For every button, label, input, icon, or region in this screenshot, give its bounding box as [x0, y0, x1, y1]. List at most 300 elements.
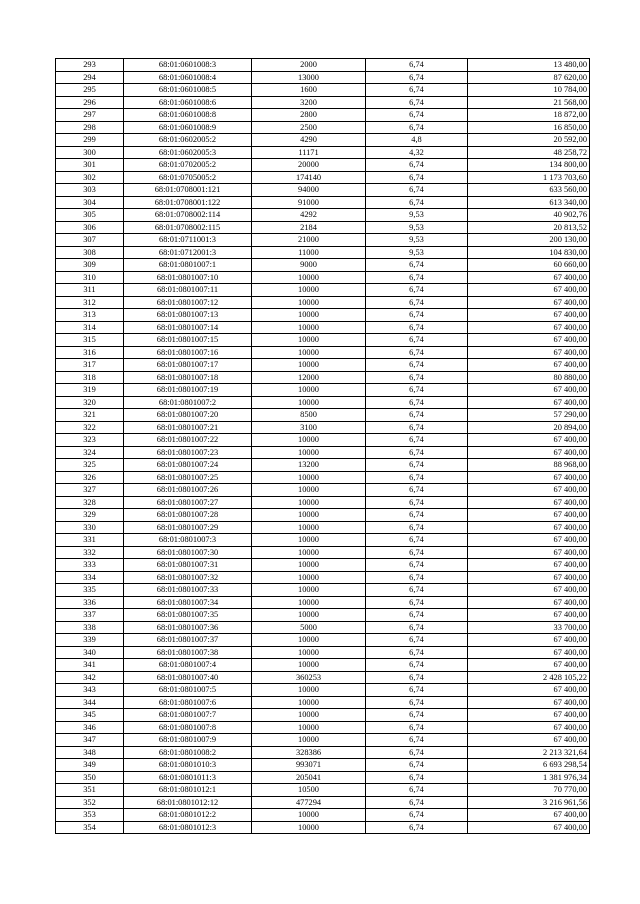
row-number-cell: 301: [56, 159, 124, 172]
row-number-cell: 338: [56, 621, 124, 634]
cadastral-number-cell: 68:01:0801007:21: [124, 421, 252, 434]
area-cell: 10000: [252, 321, 366, 334]
table-row: [56, 209, 590, 222]
row-number-cell: 310: [56, 271, 124, 284]
row-number-cell: 350: [56, 771, 124, 784]
table-row: [56, 671, 590, 684]
cadastral-number-cell: 68:01:0801007:20: [124, 409, 252, 422]
row-number-cell: 327: [56, 484, 124, 497]
cadastral-number-cell: 68:01:0602005:2: [124, 134, 252, 147]
area-cell: 10000: [252, 634, 366, 647]
rate-cell: 6,74: [366, 259, 468, 272]
rate-cell: 6,74: [366, 284, 468, 297]
table-row: [56, 584, 590, 597]
table-row: [56, 259, 590, 272]
cadastral-number-cell: 68:01:0801007:11: [124, 284, 252, 297]
row-number-cell: 316: [56, 346, 124, 359]
row-number-cell: 344: [56, 696, 124, 709]
table-row: [56, 421, 590, 434]
amount-cell: 20 894,00: [468, 421, 590, 434]
amount-cell: 67 400,00: [468, 346, 590, 359]
area-cell: 10000: [252, 296, 366, 309]
rate-cell: 6,74: [366, 759, 468, 772]
rate-cell: 6,74: [366, 71, 468, 84]
rate-cell: 6,74: [366, 546, 468, 559]
table-row: [56, 371, 590, 384]
amount-cell: 67 400,00: [468, 271, 590, 284]
row-number-cell: 300: [56, 146, 124, 159]
row-number-cell: 299: [56, 134, 124, 147]
cadastral-number-cell: 68:01:0601008:8: [124, 109, 252, 122]
amount-cell: 67 400,00: [468, 809, 590, 822]
amount-cell: 67 400,00: [468, 659, 590, 672]
rate-cell: 6,74: [366, 296, 468, 309]
rate-cell: 6,74: [366, 609, 468, 622]
area-cell: 10000: [252, 809, 366, 822]
row-number-cell: 329: [56, 509, 124, 522]
table-row: [56, 334, 590, 347]
row-number-cell: 294: [56, 71, 124, 84]
table-row: [56, 159, 590, 172]
area-cell: 477294: [252, 796, 366, 809]
rate-cell: 6,74: [366, 534, 468, 547]
cadastral-number-cell: 68:01:0801007:31: [124, 559, 252, 572]
amount-cell: 67 400,00: [468, 446, 590, 459]
amount-cell: 67 400,00: [468, 334, 590, 347]
row-number-cell: 302: [56, 171, 124, 184]
cadastral-number-cell: 68:01:0702005:2: [124, 159, 252, 172]
area-cell: 10000: [252, 271, 366, 284]
amount-cell: 67 400,00: [468, 309, 590, 322]
row-number-cell: 293: [56, 59, 124, 72]
amount-cell: 16 850,00: [468, 121, 590, 134]
area-cell: 10000: [252, 359, 366, 372]
area-cell: 10000: [252, 384, 366, 397]
cadastral-number-cell: 68:01:0801007:30: [124, 546, 252, 559]
cadastral-number-cell: 68:01:0801007:24: [124, 459, 252, 472]
area-cell: 1600: [252, 84, 366, 97]
cadastral-number-cell: 68:01:0801007:4: [124, 659, 252, 672]
rate-cell: 6,74: [366, 771, 468, 784]
amount-cell: 67 400,00: [468, 721, 590, 734]
row-number-cell: 351: [56, 784, 124, 797]
row-number-cell: 319: [56, 384, 124, 397]
area-cell: 328386: [252, 746, 366, 759]
amount-cell: 70 770,00: [468, 784, 590, 797]
rate-cell: 6,74: [366, 159, 468, 172]
table-row: [56, 171, 590, 184]
cadastral-number-cell: 68:01:0801007:19: [124, 384, 252, 397]
amount-cell: 40 902,76: [468, 209, 590, 222]
cadastral-number-cell: 68:01:0801007:10: [124, 271, 252, 284]
amount-cell: 104 830,00: [468, 246, 590, 259]
cadastral-number-cell: 68:01:0801007:38: [124, 646, 252, 659]
row-number-cell: 326: [56, 471, 124, 484]
amount-cell: 67 400,00: [468, 609, 590, 622]
rate-cell: 6,74: [366, 809, 468, 822]
area-cell: 10000: [252, 346, 366, 359]
amount-cell: 67 400,00: [468, 596, 590, 609]
cadastral-number-cell: 68:01:0801007:1: [124, 259, 252, 272]
table-row: [56, 646, 590, 659]
area-cell: 91000: [252, 196, 366, 209]
row-number-cell: 317: [56, 359, 124, 372]
rate-cell: 6,74: [366, 484, 468, 497]
area-cell: 2500: [252, 121, 366, 134]
cadastral-number-cell: 68:01:0801007:33: [124, 584, 252, 597]
area-cell: 10000: [252, 659, 366, 672]
table-row: [56, 709, 590, 722]
area-cell: 10000: [252, 309, 366, 322]
row-number-cell: 325: [56, 459, 124, 472]
amount-cell: 200 130,00: [468, 234, 590, 247]
cadastral-number-cell: 68:01:0711001:3: [124, 234, 252, 247]
cadastral-number-cell: 68:01:0601008:4: [124, 71, 252, 84]
amount-cell: 67 400,00: [468, 684, 590, 697]
rate-cell: 6,74: [366, 634, 468, 647]
area-cell: 94000: [252, 184, 366, 197]
table-row: [56, 684, 590, 697]
area-cell: 11000: [252, 246, 366, 259]
area-cell: 10000: [252, 534, 366, 547]
table-row: [56, 721, 590, 734]
area-cell: 13200: [252, 459, 366, 472]
area-cell: 993071: [252, 759, 366, 772]
area-cell: 10000: [252, 396, 366, 409]
table-row: [56, 821, 590, 834]
rate-cell: 6,74: [366, 521, 468, 534]
table-row: [56, 234, 590, 247]
cadastral-number-cell: 68:01:0708001:122: [124, 196, 252, 209]
area-cell: 360253: [252, 671, 366, 684]
amount-cell: 80 880,00: [468, 371, 590, 384]
area-cell: 10000: [252, 484, 366, 497]
rate-cell: 6,74: [366, 721, 468, 734]
area-cell: 10000: [252, 434, 366, 447]
area-cell: 10000: [252, 646, 366, 659]
cadastral-number-cell: 68:01:0801007:16: [124, 346, 252, 359]
row-number-cell: 296: [56, 96, 124, 109]
rate-cell: 6,74: [366, 459, 468, 472]
cadastral-number-cell: 68:01:0801007:17: [124, 359, 252, 372]
area-cell: 10000: [252, 559, 366, 572]
table-row: [56, 309, 590, 322]
rate-cell: 6,74: [366, 796, 468, 809]
row-number-cell: 340: [56, 646, 124, 659]
cadastral-number-cell: 68:01:0601008:6: [124, 96, 252, 109]
rate-cell: 6,74: [366, 696, 468, 709]
cadastral-number-cell: 68:01:0801007:26: [124, 484, 252, 497]
row-number-cell: 346: [56, 721, 124, 734]
amount-cell: 48 258,72: [468, 146, 590, 159]
rate-cell: 6,74: [366, 621, 468, 634]
rate-cell: 9,53: [366, 221, 468, 234]
row-number-cell: 295: [56, 84, 124, 97]
row-number-cell: 307: [56, 234, 124, 247]
row-number-cell: 331: [56, 534, 124, 547]
cadastral-number-cell: 68:01:0801012:12: [124, 796, 252, 809]
rate-cell: 6,74: [366, 371, 468, 384]
table-row: [56, 446, 590, 459]
rate-cell: 6,74: [366, 334, 468, 347]
row-number-cell: 305: [56, 209, 124, 222]
table-row: [56, 659, 590, 672]
rate-cell: 6,74: [366, 271, 468, 284]
table-row: [56, 571, 590, 584]
rate-cell: 6,74: [366, 821, 468, 834]
cadastral-number-cell: 68:01:0801007:29: [124, 521, 252, 534]
area-cell: 10000: [252, 446, 366, 459]
row-number-cell: 298: [56, 121, 124, 134]
cadastral-number-cell: 68:01:0801007:8: [124, 721, 252, 734]
table-row: [56, 284, 590, 297]
amount-cell: 67 400,00: [468, 284, 590, 297]
table-row: [56, 621, 590, 634]
table-row: [56, 434, 590, 447]
cadastral-number-cell: 68:01:0801007:34: [124, 596, 252, 609]
rate-cell: 6,74: [366, 559, 468, 572]
row-number-cell: 322: [56, 421, 124, 434]
amount-cell: 67 400,00: [468, 709, 590, 722]
row-number-cell: 323: [56, 434, 124, 447]
land-parcels-table: [55, 58, 590, 834]
area-cell: 10000: [252, 609, 366, 622]
row-number-cell: 337: [56, 609, 124, 622]
cadastral-number-cell: 68:01:0708002:115: [124, 221, 252, 234]
rate-cell: 6,74: [366, 434, 468, 447]
amount-cell: 2 213 321,64: [468, 746, 590, 759]
amount-cell: 21 568,00: [468, 96, 590, 109]
amount-cell: 67 400,00: [468, 559, 590, 572]
rate-cell: 6,74: [366, 571, 468, 584]
area-cell: 205041: [252, 771, 366, 784]
area-cell: 12000: [252, 371, 366, 384]
cadastral-number-cell: 68:01:0801007:27: [124, 496, 252, 509]
amount-cell: 67 400,00: [468, 734, 590, 747]
rate-cell: 6,74: [366, 346, 468, 359]
table-row: [56, 459, 590, 472]
cadastral-number-cell: 68:01:0801007:23: [124, 446, 252, 459]
cadastral-number-cell: 68:01:0801007:35: [124, 609, 252, 622]
row-number-cell: 315: [56, 334, 124, 347]
area-cell: 9000: [252, 259, 366, 272]
row-number-cell: 352: [56, 796, 124, 809]
table-row: [56, 221, 590, 234]
amount-cell: 67 400,00: [468, 696, 590, 709]
cadastral-number-cell: 68:01:0801007:9: [124, 734, 252, 747]
row-number-cell: 330: [56, 521, 124, 534]
area-cell: 10000: [252, 696, 366, 709]
row-number-cell: 297: [56, 109, 124, 122]
amount-cell: 67 400,00: [468, 634, 590, 647]
area-cell: 21000: [252, 234, 366, 247]
table-row: [56, 496, 590, 509]
row-number-cell: 353: [56, 809, 124, 822]
area-cell: 5000: [252, 621, 366, 634]
area-cell: 2800: [252, 109, 366, 122]
amount-cell: 67 400,00: [468, 584, 590, 597]
table-row: [56, 396, 590, 409]
rate-cell: 6,74: [366, 59, 468, 72]
area-cell: 10000: [252, 521, 366, 534]
row-number-cell: 328: [56, 496, 124, 509]
cadastral-number-cell: 68:01:0601008:9: [124, 121, 252, 134]
rate-cell: 4,8: [366, 134, 468, 147]
table-row: [56, 534, 590, 547]
amount-cell: 613 340,00: [468, 196, 590, 209]
amount-cell: 57 290,00: [468, 409, 590, 422]
row-number-cell: 343: [56, 684, 124, 697]
amount-cell: 87 620,00: [468, 71, 590, 84]
cadastral-number-cell: 68:01:0708001:121: [124, 184, 252, 197]
rate-cell: 6,74: [366, 471, 468, 484]
row-number-cell: 332: [56, 546, 124, 559]
rate-cell: 6,74: [366, 596, 468, 609]
area-cell: 10000: [252, 546, 366, 559]
rate-cell: 6,74: [366, 171, 468, 184]
row-number-cell: 306: [56, 221, 124, 234]
table-row: [56, 109, 590, 122]
area-cell: 10000: [252, 471, 366, 484]
area-cell: 10000: [252, 334, 366, 347]
row-number-cell: 349: [56, 759, 124, 772]
table-row: [56, 746, 590, 759]
area-cell: 13000: [252, 71, 366, 84]
cadastral-number-cell: 68:01:0801007:6: [124, 696, 252, 709]
table-row: [56, 321, 590, 334]
table-row: [56, 809, 590, 822]
area-cell: 10500: [252, 784, 366, 797]
amount-cell: 33 700,00: [468, 621, 590, 634]
amount-cell: 6 693 298,54: [468, 759, 590, 772]
amount-cell: 60 660,00: [468, 259, 590, 272]
amount-cell: 67 400,00: [468, 384, 590, 397]
amount-cell: 13 480,00: [468, 59, 590, 72]
rate-cell: 6,74: [366, 309, 468, 322]
cadastral-number-cell: 68:01:0801007:36: [124, 621, 252, 634]
table-row: [56, 521, 590, 534]
area-cell: 8500: [252, 409, 366, 422]
amount-cell: 67 400,00: [468, 496, 590, 509]
row-number-cell: 347: [56, 734, 124, 747]
rate-cell: 6,74: [366, 784, 468, 797]
cadastral-number-cell: 68:01:0801007:13: [124, 309, 252, 322]
row-number-cell: 321: [56, 409, 124, 422]
amount-cell: 67 400,00: [468, 296, 590, 309]
rate-cell: 6,74: [366, 509, 468, 522]
cadastral-number-cell: 68:01:0801007:7: [124, 709, 252, 722]
amount-cell: 633 560,00: [468, 184, 590, 197]
row-number-cell: 354: [56, 821, 124, 834]
table-row: [56, 409, 590, 422]
rate-cell: 6,74: [366, 584, 468, 597]
table-row: [56, 484, 590, 497]
amount-cell: 67 400,00: [468, 484, 590, 497]
table-row: [56, 546, 590, 559]
area-cell: 10000: [252, 571, 366, 584]
amount-cell: 10 784,00: [468, 84, 590, 97]
cadastral-number-cell: 68:01:0801012:3: [124, 821, 252, 834]
table-row: [56, 634, 590, 647]
amount-cell: 67 400,00: [468, 509, 590, 522]
table-row: [56, 471, 590, 484]
table-row: [56, 146, 590, 159]
rate-cell: 6,74: [366, 121, 468, 134]
table-row: [56, 796, 590, 809]
cadastral-number-cell: 68:01:0801007:25: [124, 471, 252, 484]
amount-cell: 67 400,00: [468, 546, 590, 559]
table-row: [56, 509, 590, 522]
amount-cell: 20 592,00: [468, 134, 590, 147]
amount-cell: 67 400,00: [468, 821, 590, 834]
row-number-cell: 335: [56, 584, 124, 597]
rate-cell: 6,74: [366, 409, 468, 422]
cadastral-number-cell: 68:01:0801007:40: [124, 671, 252, 684]
table-row: [56, 96, 590, 109]
amount-cell: 67 400,00: [468, 321, 590, 334]
cadastral-number-cell: 68:01:0801007:5: [124, 684, 252, 697]
row-number-cell: 345: [56, 709, 124, 722]
cadastral-number-cell: 68:01:0601008:5: [124, 84, 252, 97]
area-cell: 2184: [252, 221, 366, 234]
amount-cell: 3 216 961,56: [468, 796, 590, 809]
table-row: [56, 71, 590, 84]
row-number-cell: 309: [56, 259, 124, 272]
table-row: [56, 771, 590, 784]
table-row: [56, 734, 590, 747]
amount-cell: 18 872,00: [468, 109, 590, 122]
table-row: [56, 196, 590, 209]
rate-cell: 6,74: [366, 321, 468, 334]
rate-cell: 6,74: [366, 396, 468, 409]
amount-cell: 2 428 105,22: [468, 671, 590, 684]
rate-cell: 6,74: [366, 196, 468, 209]
table-row: [56, 184, 590, 197]
area-cell: 10000: [252, 709, 366, 722]
table-row: [56, 609, 590, 622]
rate-cell: 6,74: [366, 359, 468, 372]
row-number-cell: 311: [56, 284, 124, 297]
cadastral-number-cell: 68:01:0801011:3: [124, 771, 252, 784]
rate-cell: 6,74: [366, 734, 468, 747]
area-cell: 10000: [252, 721, 366, 734]
row-number-cell: 320: [56, 396, 124, 409]
rate-cell: 6,74: [366, 684, 468, 697]
area-cell: 10000: [252, 496, 366, 509]
cadastral-number-cell: 68:01:0801012:1: [124, 784, 252, 797]
table-row: [56, 784, 590, 797]
rate-cell: 6,74: [366, 446, 468, 459]
table-row: [56, 134, 590, 147]
cadastral-number-cell: 68:01:0801007:22: [124, 434, 252, 447]
amount-cell: 67 400,00: [468, 534, 590, 547]
cadastral-number-cell: 68:01:0801007:28: [124, 509, 252, 522]
rate-cell: 6,74: [366, 671, 468, 684]
rate-cell: 6,74: [366, 646, 468, 659]
area-cell: 4290: [252, 134, 366, 147]
cadastral-number-cell: 68:01:0801007:15: [124, 334, 252, 347]
table-row: [56, 271, 590, 284]
area-cell: 4292: [252, 209, 366, 222]
amount-cell: 67 400,00: [468, 471, 590, 484]
row-number-cell: 334: [56, 571, 124, 584]
amount-cell: 88 968,00: [468, 459, 590, 472]
rate-cell: 6,74: [366, 384, 468, 397]
row-number-cell: 341: [56, 659, 124, 672]
area-cell: 3200: [252, 96, 366, 109]
table-row: [56, 359, 590, 372]
area-cell: 10000: [252, 509, 366, 522]
